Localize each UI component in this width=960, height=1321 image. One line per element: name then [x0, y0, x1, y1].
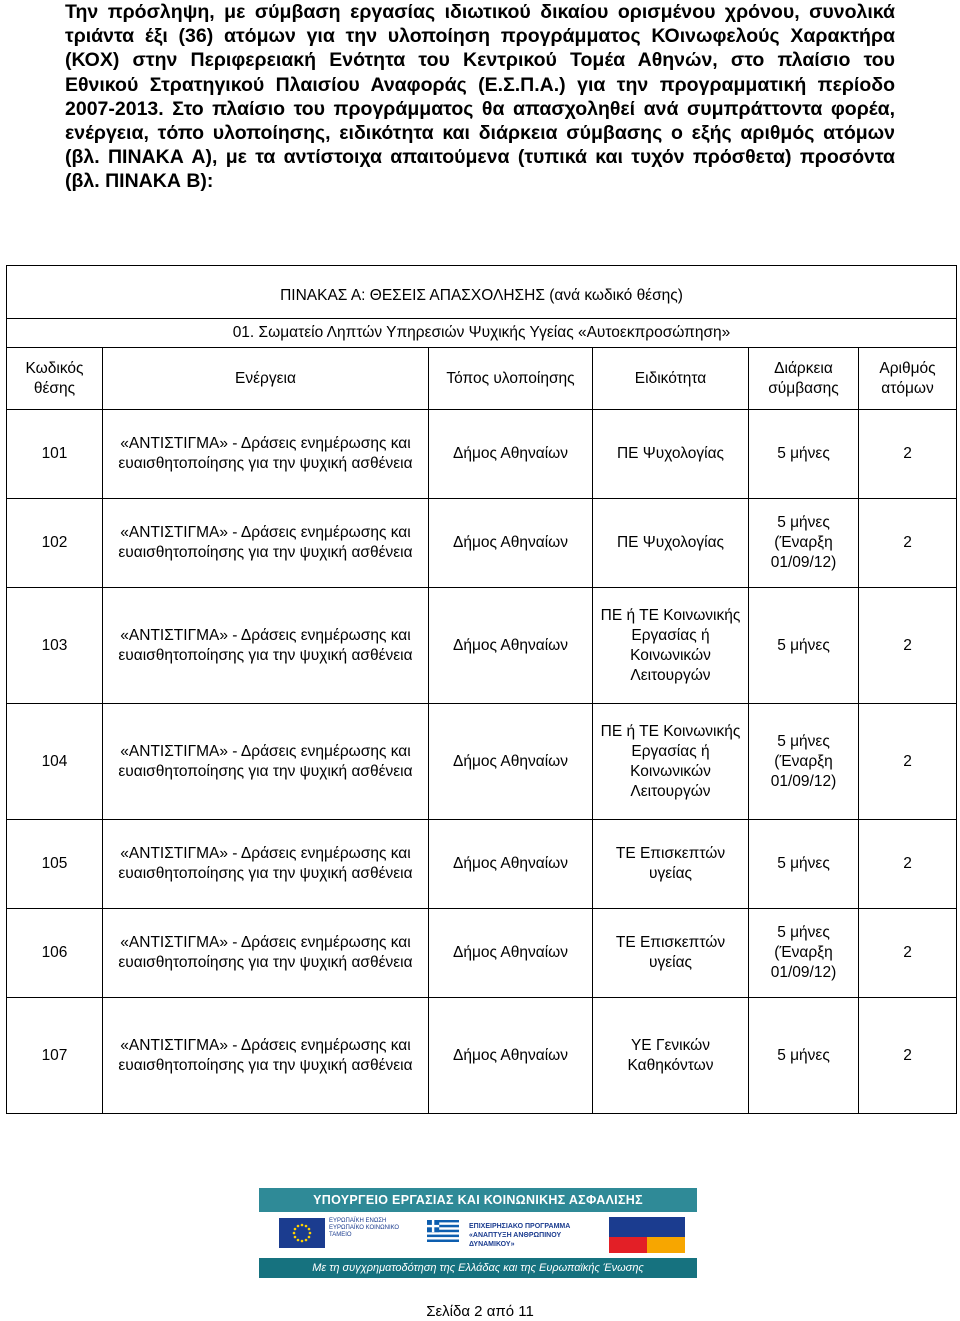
espa-logo-icon — [607, 1215, 687, 1255]
table-row — [7, 998, 957, 1114]
row-specialty: ΠΕ Ψυχολογίας — [593, 410, 749, 499]
row-code: 105 — [7, 820, 103, 909]
column-header: Ειδικότητα — [593, 348, 749, 410]
row-action: «ΑΝΤΙΣΤΙΓΜΑ» - Δράσεις ενημέρωσης και ευαισθητοποίησης για την ψυχική ασθένεια — [103, 998, 429, 1114]
table-row — [7, 588, 957, 704]
column-header: Διάρκεια σύμβασης — [749, 348, 859, 410]
row-code: 106 — [7, 909, 103, 998]
row-specialty: ΠΕ Ψυχολογίας — [593, 499, 749, 588]
row-count: 2 — [859, 820, 957, 909]
row-place: Δήμος Αθηναίων — [429, 909, 593, 998]
row-place: Δήμος Αθηναίων — [429, 998, 593, 1114]
row-place: Δήμος Αθηναίων — [429, 820, 593, 909]
row-place: Δήμος Αθηναίων — [429, 499, 593, 588]
table-row — [7, 499, 957, 588]
row-specialty: ΤΕ Επισκεπτών υγείας — [593, 909, 749, 998]
row-action: «ΑΝΤΙΣΤΙΓΜΑ» - Δράσεις ενημέρωσης και ευαισθητοποίησης για την ψυχική ασθένεια — [103, 909, 429, 998]
row-duration: 5 μήνες (Έναρξη 01/09/12) — [749, 499, 859, 588]
table-subtitle: 01. Σωματείο Ληπτών Υπηρεσιών Ψυχικής Υγείας «Αυτοεκπροσώπηση» — [7, 319, 957, 348]
row-duration: 5 μήνες — [749, 998, 859, 1114]
row-action: «ΑΝΤΙΣΤΙΓΜΑ» - Δράσεις ενημέρωσης και ευαισθητοποίησης για την ψυχική ασθένεια — [103, 499, 429, 588]
row-count: 2 — [859, 909, 957, 998]
row-action: «ΑΝΤΙΣΤΙΓΜΑ» - Δράσεις ενημέρωσης και ευαισθητοποίησης για την ψυχική ασθένεια — [103, 704, 429, 820]
row-specialty: ΥΕ Γενικών Καθηκόντων — [593, 998, 749, 1114]
row-place: Δήμος Αθηναίων — [429, 588, 593, 704]
row-duration: 5 μήνες — [749, 410, 859, 499]
column-header: Κωδικός θέσης — [7, 348, 103, 410]
cofunding-label: Με τη συγχρηματοδότηση της Ελλάδας και της Ευρωπαϊκής Ένωσης — [312, 1262, 644, 1274]
row-specialty: ΠΕ ή ΤΕ Κοινωνικής Εργασίας ή Κοινωνικών Λειτουργών — [593, 704, 749, 820]
program-label: ΕΠΙΧΕΙΡΗΣΙΑΚΟ ΠΡΟΓΡΑΜΜΑ «ΑΝΑΠΤΥΞΗ ΑΝΘΡΩΠΙΝΟΥ ΔΥΝΑΜΙΚΟΥ» — [469, 1223, 571, 1248]
row-action: «ΑΝΤΙΣΤΙΓΜΑ» - Δράσεις ενημέρωσης και ευαισθητοποίησης για την ψυχική ασθένεια — [103, 820, 429, 909]
funding-logo-banner — [259, 1188, 697, 1278]
row-duration: 5 μήνες (Έναρξη 01/09/12) — [749, 704, 859, 820]
intro-paragraph: Την πρόσληψη, με σύμβαση εργασίας ιδιωτικού δικαίου ορισμένου χρόνου, συνολικά τριάντα έξι (36) ατόμων για την υλοποίηση προγράμματος ΚΟινωφελούς Χαρακτήρα (ΚΟΧ) στην Περιφερειακή Ενότητα του Κεντρικού Τομέα Αθηνών, στο πλαίσιο του Εθνικού Στρατηγικού Πλαισίου Αναφοράς (Ε.Σ.Π.Α.) για την προγραμματική περίοδο 2007-2013. Στο πλαίσιο του προγράμματος θα απασχοληθεί ανά συμπράττοντα φορέα, ενέργεια, τόπο υλοποίησης, ειδικότητα και διάρκεια σύμβασης ο εξής αριθμός ατόμων (βλ. ΠΙΝΑΚΑ Α), με τα αντίστοιχα απαιτούμενα (τυπικά και τυχόν πρόσθετα) προσόντα (βλ. ΠΙΝΑΚΑ Β): — [65, 1, 895, 193]
row-duration: 5 μήνες — [749, 820, 859, 909]
eu-label: ΕΥΡΩΠΑΪΚΗ ΕΝΩΣΗ ΕΥΡΩΠΑΪΚΟ ΚΟΙΝΩΝΙΚΟ ΤΑΜΕΙΟ — [329, 1218, 400, 1238]
column-header: Αριθμός ατόμων — [859, 348, 957, 410]
row-duration: 5 μήνες — [749, 588, 859, 704]
column-header: Ενέργεια — [103, 348, 429, 410]
row-action: «ΑΝΤΙΣΤΙΓΜΑ» - Δράσεις ενημέρωσης και ευαισθητοποίησης για την ψυχική ασθένεια — [103, 410, 429, 499]
row-specialty: ΤΕ Επισκεπτών υγείας — [593, 820, 749, 909]
row-action: «ΑΝΤΙΣΤΙΓΜΑ» - Δράσεις ενημέρωσης και ευαισθητοποίησης για την ψυχική ασθένεια — [103, 588, 429, 704]
eu-flag-icon — [279, 1218, 325, 1248]
row-code: 103 — [7, 588, 103, 704]
column-header-row — [7, 348, 957, 410]
table-row — [7, 909, 957, 998]
table-title: ΠΙΝΑΚΑΣ Α: ΘΕΣΕΙΣ ΑΠΑΣΧΟΛΗΣΗΣ (ανά κωδικό θέσης) — [7, 266, 957, 319]
row-count: 2 — [859, 998, 957, 1114]
row-code: 102 — [7, 499, 103, 588]
logo-emblems — [259, 1212, 697, 1258]
row-code: 101 — [7, 410, 103, 499]
row-count: 2 — [859, 499, 957, 588]
row-specialty: ΠΕ ή ΤΕ Κοινωνικής Εργασίας ή Κοινωνικών Λειτουργών — [593, 588, 749, 704]
row-count: 2 — [859, 588, 957, 704]
ministry-label: ΥΠΟΥΡΓΕΙΟ ΕΡΓΑΣΙΑΣ ΚΑΙ ΚΟΙΝΩΝΙΚΗΣ ΑΣΦΑΛΙΣΗΣ — [259, 1188, 697, 1212]
row-code: 107 — [7, 998, 103, 1114]
row-count: 2 — [859, 704, 957, 820]
table-row — [7, 410, 957, 499]
column-header: Τόπος υλοποίησης — [429, 348, 593, 410]
row-place: Δήμος Αθηναίων — [429, 704, 593, 820]
row-count: 2 — [859, 410, 957, 499]
table-row — [7, 820, 957, 909]
table-row — [7, 704, 957, 820]
greece-flag-icon — [427, 1220, 459, 1242]
row-duration: 5 μήνες (Έναρξη 01/09/12) — [749, 909, 859, 998]
positions-table — [6, 265, 957, 1114]
row-place: Δήμος Αθηναίων — [429, 410, 593, 499]
row-code: 104 — [7, 704, 103, 820]
page-number: Σελίδα 2 από 11 — [426, 1303, 534, 1320]
